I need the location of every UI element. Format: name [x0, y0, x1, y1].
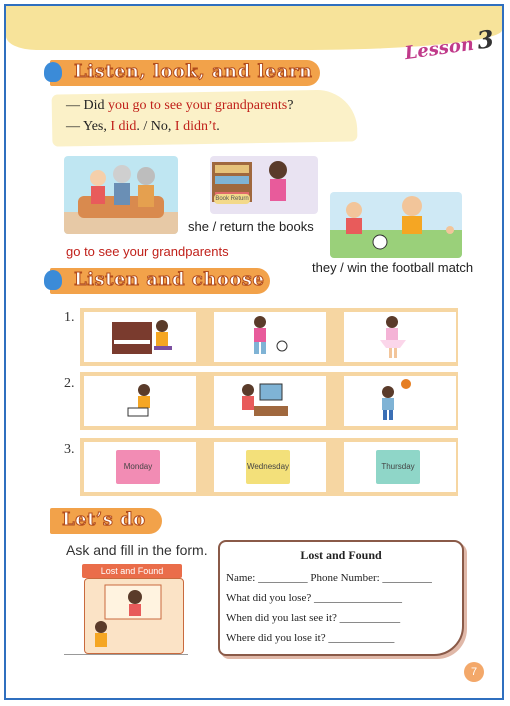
lost-found-form	[218, 540, 464, 656]
calendar-wednesday: Wednesday	[246, 450, 290, 484]
choice-football[interactable]	[214, 312, 326, 362]
ask-instruction: Ask and fill in the form.	[66, 542, 208, 558]
section-header-listen-choose	[50, 268, 270, 294]
mascot-icon	[44, 270, 62, 290]
section-title: Listen and choose	[74, 269, 265, 290]
grandparents-illustration	[64, 156, 178, 234]
dialog-line-1: — Did you go to see your grandparents?	[66, 98, 294, 113]
calendar-monday: Monday	[116, 450, 160, 484]
book-return-illustration	[210, 156, 318, 214]
form-line-when[interactable]: When did you last see it? ___________	[226, 612, 401, 624]
mascot-icon	[44, 62, 62, 82]
lesson-number: 3	[475, 23, 496, 55]
book-return-sign: Book Return	[215, 196, 249, 202]
football-illustration	[330, 192, 462, 258]
page-number: 7	[464, 662, 484, 682]
section-title: Listen, look, and learn	[74, 61, 313, 82]
choice-row-1	[80, 308, 458, 366]
section-header-listen-look	[50, 60, 320, 86]
row-number: 3.	[64, 442, 75, 457]
form-title: Lost and Found	[300, 548, 382, 562]
caption-grandparents: go to see your grandparents	[66, 244, 229, 259]
section-header-lets-do	[50, 508, 162, 534]
choice-reading[interactable]	[84, 376, 196, 426]
choice-basketball[interactable]	[344, 376, 456, 426]
choice-computer[interactable]	[214, 376, 326, 426]
row-number: 1.	[64, 310, 75, 325]
form-line-where[interactable]: Where did you lose it? ____________	[226, 632, 395, 644]
row-number: 2.	[64, 376, 75, 391]
dialog-line-2: — Yes, I did. / No, I didn’t.	[66, 119, 220, 134]
caption-books: she / return the books	[188, 219, 314, 234]
choice-row-3	[80, 438, 458, 496]
ground-line	[64, 654, 188, 655]
calendar-thursday: Thursday	[376, 450, 420, 484]
choice-thursday[interactable]	[344, 442, 456, 492]
choice-ballet[interactable]	[344, 312, 456, 362]
lesson-word: Lesson	[403, 33, 476, 65]
lost-found-booth	[84, 578, 184, 654]
section-title: Let’s do	[62, 509, 146, 530]
form-line-what[interactable]: What did you lose? ________________	[226, 592, 402, 604]
choice-row-2	[80, 372, 458, 430]
lost-found-sign: Lost and Found	[82, 564, 182, 578]
choice-piano[interactable]	[84, 312, 196, 362]
choice-monday[interactable]	[84, 442, 196, 492]
form-line-name-phone[interactable]: Name: _________ Phone Number: _________	[226, 572, 432, 584]
choice-wednesday[interactable]	[214, 442, 326, 492]
caption-football: they / win the football match	[312, 260, 474, 275]
